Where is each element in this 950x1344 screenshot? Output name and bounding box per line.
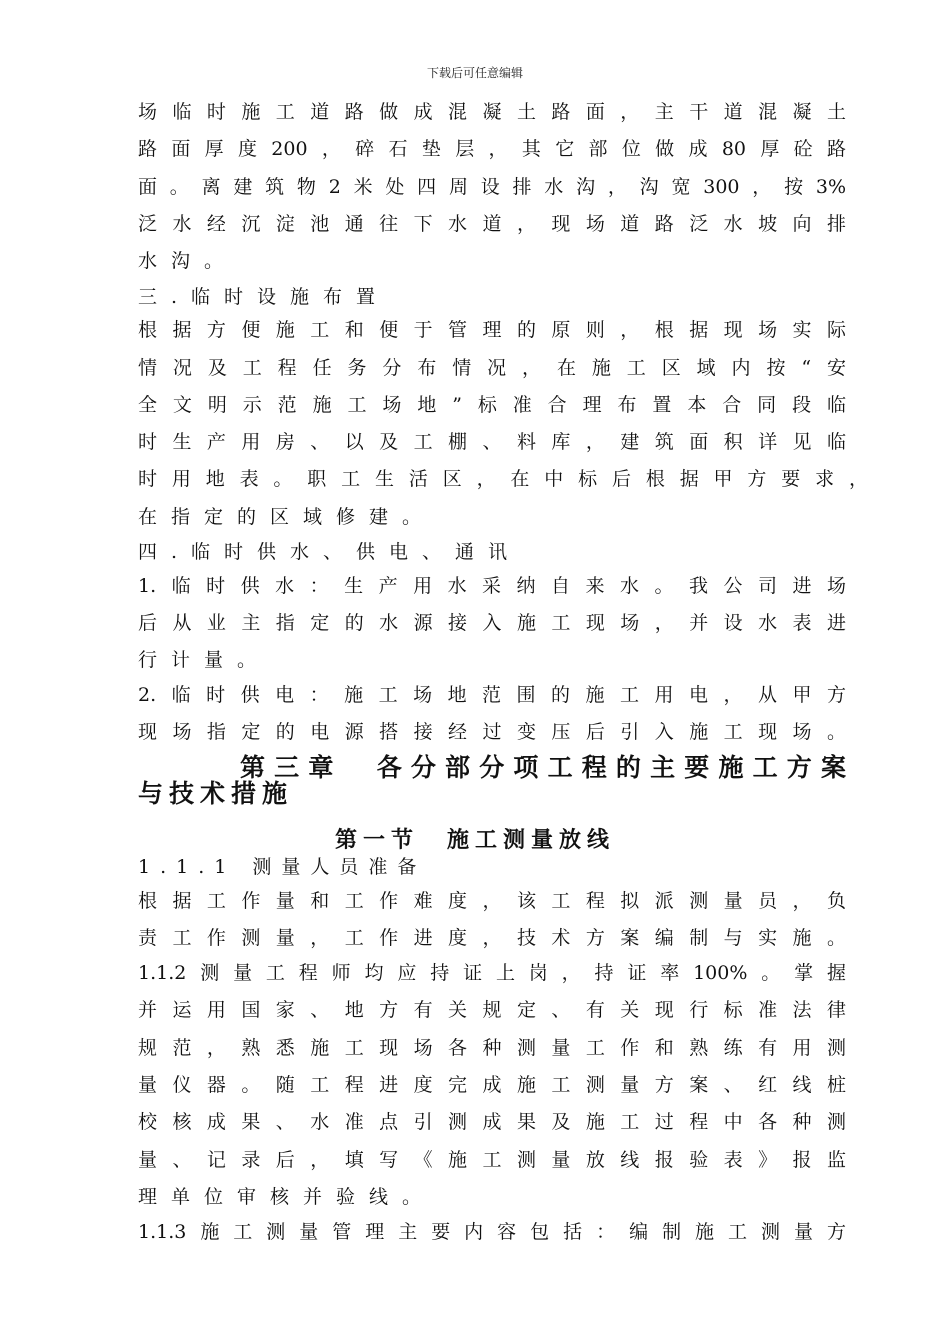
text-line: 2.临时供电：施工场地范围的施工用电，从甲方	[138, 684, 846, 706]
section-heading-3: 三.临时设施布置	[138, 286, 390, 308]
text-line: 面。离建筑物2米处四周设排水沟，沟宽300，按3%	[138, 176, 846, 198]
subsection-heading: 1.1.1 测量人员准备	[138, 856, 427, 878]
text-line: 1.临时供水：生产用水采纳自来水。我公司进场	[138, 575, 846, 597]
text-line: 时用地表。职工生活区，在中标后根据甲方要求，	[138, 468, 868, 490]
text-line: 量、记录后，填写《施工测量放线报验表》报监	[138, 1149, 846, 1171]
text-line: 根据工作量和工作难度，该工程拟派测量员，负	[138, 890, 846, 912]
text-line: 泛水经沉淀池通往下水道，现场道路泛水坡向排	[138, 213, 846, 235]
text-line: 水沟。	[138, 250, 238, 272]
text-line: 量仪器。随工程进度完成施工测量方案、红线桩	[138, 1074, 846, 1096]
text-line: 根据方便施工和便于管理的原则，根据现场实际	[138, 319, 846, 341]
text-line: 责工作测量，工作进度，技术方案编制与实施。	[138, 927, 846, 949]
text-line: 1.1.3施工测量管理主要内容包括：编制施工测量方	[138, 1221, 846, 1243]
text-line: 行计量。	[138, 649, 271, 671]
text-line: 路面厚度200，碎石垫层，其它部位做成80厚砼路	[138, 138, 846, 160]
text-line: 规范，熟悉施工现场各种测量工作和熟练有用测	[138, 1037, 846, 1059]
text-line: 1.1.2测量工程师均应持证上岗，持证率100%。掌握	[138, 962, 846, 984]
text-line: 全文明示范施工场地”标准合理布置本合同段临	[138, 394, 846, 416]
section-heading-4: 四.临时供水、供电、通讯	[138, 541, 522, 563]
chapter-title-line-2: 与技术措施	[138, 779, 294, 808]
text-line: 在指定的区域修建。	[138, 506, 436, 528]
text-line: 场临时施工道路做成混凝土路面，主干道混凝土	[138, 101, 846, 123]
text-line: 理单位审核并验线。	[138, 1186, 436, 1208]
section-title: 第一节 施工测量放线	[334, 828, 615, 853]
text-line: 并运用国家、地方有关规定、有关现行标准法律	[138, 999, 846, 1021]
chapter-title-line-1: 第三章 各分部分项工程的主要施工方案	[240, 753, 846, 782]
text-line: 校核成果、水准点引测成果及施工过程中各种测	[138, 1111, 846, 1133]
page-header: 下载后可任意编辑	[426, 66, 523, 80]
text-line: 后从业主指定的水源接入施工现场，并设水表进	[138, 612, 846, 634]
text-line: 时生产用房、以及工棚、料库，建筑面积详见临	[138, 431, 846, 453]
text-line: 现场指定的电源搭接经过变压后引入施工现场。	[138, 721, 846, 743]
text-line: 情况及工程任务分布情况，在施工区域内按“安	[138, 357, 846, 379]
